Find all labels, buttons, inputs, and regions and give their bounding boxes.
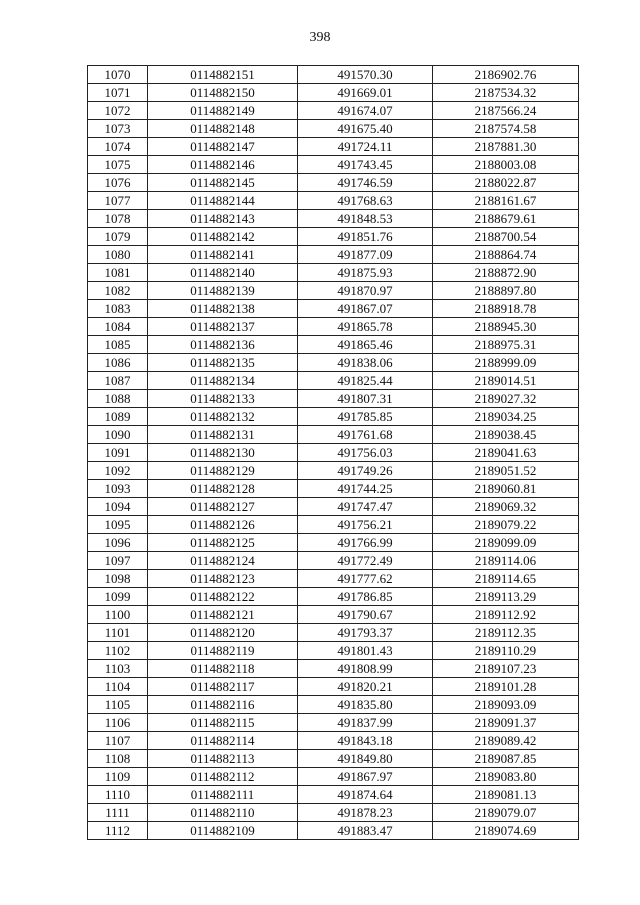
x-coordinate-cell: 491849.80	[298, 750, 433, 768]
x-coordinate-cell: 491570.30	[298, 66, 433, 84]
point-index-cell: 1107	[88, 732, 148, 750]
point-id-cell: 0114882127	[148, 498, 298, 516]
point-id-cell: 0114882143	[148, 210, 298, 228]
point-index-cell: 1097	[88, 552, 148, 570]
y-coordinate-cell: 2189113.29	[433, 588, 579, 606]
point-index-cell: 1111	[88, 804, 148, 822]
x-coordinate-cell: 491761.68	[298, 426, 433, 444]
point-id-cell: 0114882122	[148, 588, 298, 606]
point-id-cell: 0114882109	[148, 822, 298, 840]
point-index-cell: 1076	[88, 174, 148, 192]
x-coordinate-cell: 491768.63	[298, 192, 433, 210]
point-id-cell: 0114882121	[148, 606, 298, 624]
point-id-cell: 0114882120	[148, 624, 298, 642]
point-id-cell: 0114882150	[148, 84, 298, 102]
point-id-cell: 0114882112	[148, 768, 298, 786]
table-row	[88, 678, 579, 696]
point-index-cell: 1093	[88, 480, 148, 498]
x-coordinate-cell: 491747.47	[298, 498, 433, 516]
point-index-cell: 1101	[88, 624, 148, 642]
point-id-cell: 0114882113	[148, 750, 298, 768]
table-row	[88, 102, 579, 120]
table-row	[88, 768, 579, 786]
point-id-cell: 0114882145	[148, 174, 298, 192]
point-index-cell: 1102	[88, 642, 148, 660]
x-coordinate-cell: 491749.26	[298, 462, 433, 480]
point-index-cell: 1074	[88, 138, 148, 156]
x-coordinate-cell: 491875.93	[298, 264, 433, 282]
table-row	[88, 750, 579, 768]
y-coordinate-cell: 2189034.25	[433, 408, 579, 426]
table-row	[88, 138, 579, 156]
x-coordinate-cell: 491870.97	[298, 282, 433, 300]
point-id-cell: 0114882114	[148, 732, 298, 750]
table-row	[88, 336, 579, 354]
x-coordinate-cell: 491878.23	[298, 804, 433, 822]
point-id-cell: 0114882119	[148, 642, 298, 660]
table-row	[88, 498, 579, 516]
point-id-cell: 0114882131	[148, 426, 298, 444]
point-index-cell: 1072	[88, 102, 148, 120]
y-coordinate-cell: 2188999.09	[433, 354, 579, 372]
y-coordinate-cell: 2188679.61	[433, 210, 579, 228]
point-id-cell: 0114882129	[148, 462, 298, 480]
point-index-cell: 1094	[88, 498, 148, 516]
table-row	[88, 282, 579, 300]
point-index-cell: 1081	[88, 264, 148, 282]
point-id-cell: 0114882144	[148, 192, 298, 210]
y-coordinate-cell: 2188700.54	[433, 228, 579, 246]
point-index-cell: 1091	[88, 444, 148, 462]
x-coordinate-cell: 491838.06	[298, 354, 433, 372]
y-coordinate-cell: 2189101.28	[433, 678, 579, 696]
y-coordinate-cell: 2189038.45	[433, 426, 579, 444]
table-row	[88, 516, 579, 534]
point-index-cell: 1089	[88, 408, 148, 426]
y-coordinate-cell: 2188161.67	[433, 192, 579, 210]
table-row	[88, 570, 579, 588]
y-coordinate-cell: 2189081.13	[433, 786, 579, 804]
point-index-cell: 1105	[88, 696, 148, 714]
point-index-cell: 1098	[88, 570, 148, 588]
y-coordinate-cell: 2189114.65	[433, 570, 579, 588]
x-coordinate-cell: 491843.18	[298, 732, 433, 750]
table-row	[88, 66, 579, 84]
table-row	[88, 246, 579, 264]
point-index-cell: 1104	[88, 678, 148, 696]
point-id-cell: 0114882140	[148, 264, 298, 282]
y-coordinate-cell: 2186902.76	[433, 66, 579, 84]
page-number: 398	[309, 30, 331, 45]
x-coordinate-cell: 491867.07	[298, 300, 433, 318]
point-index-cell: 1075	[88, 156, 148, 174]
table-row	[88, 462, 579, 480]
x-coordinate-cell: 491867.97	[298, 768, 433, 786]
x-coordinate-cell: 491820.21	[298, 678, 433, 696]
y-coordinate-cell: 2189087.85	[433, 750, 579, 768]
table-row	[88, 660, 579, 678]
table-row	[88, 408, 579, 426]
point-id-cell: 0114882135	[148, 354, 298, 372]
y-coordinate-cell: 2188975.31	[433, 336, 579, 354]
point-id-cell: 0114882138	[148, 300, 298, 318]
x-coordinate-cell: 491777.62	[298, 570, 433, 588]
x-coordinate-cell: 491756.03	[298, 444, 433, 462]
y-coordinate-cell: 2189107.23	[433, 660, 579, 678]
point-index-cell: 1112	[88, 822, 148, 840]
point-id-cell: 0114882139	[148, 282, 298, 300]
coordinates-table	[87, 65, 579, 840]
table-row	[88, 714, 579, 732]
point-index-cell: 1092	[88, 462, 148, 480]
x-coordinate-cell: 491877.09	[298, 246, 433, 264]
point-index-cell: 1071	[88, 84, 148, 102]
x-coordinate-cell: 491825.44	[298, 372, 433, 390]
y-coordinate-cell: 2188918.78	[433, 300, 579, 318]
point-id-cell: 0114882132	[148, 408, 298, 426]
y-coordinate-cell: 2187881.30	[433, 138, 579, 156]
point-id-cell: 0114882111	[148, 786, 298, 804]
y-coordinate-cell: 2189089.42	[433, 732, 579, 750]
table-row	[88, 444, 579, 462]
point-index-cell: 1090	[88, 426, 148, 444]
y-coordinate-cell: 2189114.06	[433, 552, 579, 570]
point-id-cell: 0114882142	[148, 228, 298, 246]
x-coordinate-cell: 491772.49	[298, 552, 433, 570]
x-coordinate-cell: 491848.53	[298, 210, 433, 228]
y-coordinate-cell: 2188003.08	[433, 156, 579, 174]
y-coordinate-cell: 2189069.32	[433, 498, 579, 516]
point-id-cell: 0114882148	[148, 120, 298, 138]
x-coordinate-cell: 491807.31	[298, 390, 433, 408]
table-row	[88, 210, 579, 228]
point-id-cell: 0114882141	[148, 246, 298, 264]
table-row	[88, 228, 579, 246]
table-row	[88, 390, 579, 408]
y-coordinate-cell: 2187574.58	[433, 120, 579, 138]
y-coordinate-cell: 2189093.09	[433, 696, 579, 714]
table-row	[88, 552, 579, 570]
x-coordinate-cell: 491801.43	[298, 642, 433, 660]
x-coordinate-cell: 491790.67	[298, 606, 433, 624]
x-coordinate-cell: 491675.40	[298, 120, 433, 138]
point-index-cell: 1085	[88, 336, 148, 354]
y-coordinate-cell: 2188945.30	[433, 318, 579, 336]
point-index-cell: 1088	[88, 390, 148, 408]
table-row	[88, 588, 579, 606]
table-row	[88, 624, 579, 642]
table-row	[88, 84, 579, 102]
table-row	[88, 804, 579, 822]
y-coordinate-cell: 2188864.74	[433, 246, 579, 264]
x-coordinate-cell: 491786.85	[298, 588, 433, 606]
table-row	[88, 426, 579, 444]
point-id-cell: 0114882146	[148, 156, 298, 174]
point-index-cell: 1096	[88, 534, 148, 552]
table-row	[88, 822, 579, 840]
table-row	[88, 318, 579, 336]
table-row	[88, 192, 579, 210]
point-id-cell: 0114882134	[148, 372, 298, 390]
point-index-cell: 1078	[88, 210, 148, 228]
point-index-cell: 1079	[88, 228, 148, 246]
y-coordinate-cell: 2189014.51	[433, 372, 579, 390]
table-row	[88, 732, 579, 750]
point-index-cell: 1109	[88, 768, 148, 786]
x-coordinate-cell: 491865.78	[298, 318, 433, 336]
x-coordinate-cell: 491793.37	[298, 624, 433, 642]
y-coordinate-cell: 2189099.09	[433, 534, 579, 552]
point-index-cell: 1084	[88, 318, 148, 336]
y-coordinate-cell: 2189110.29	[433, 642, 579, 660]
point-id-cell: 0114882125	[148, 534, 298, 552]
table-row	[88, 534, 579, 552]
table-row	[88, 264, 579, 282]
point-id-cell: 0114882116	[148, 696, 298, 714]
x-coordinate-cell: 491835.80	[298, 696, 433, 714]
y-coordinate-cell: 2189079.22	[433, 516, 579, 534]
table-row	[88, 696, 579, 714]
y-coordinate-cell: 2189051.52	[433, 462, 579, 480]
point-id-cell: 0114882133	[148, 390, 298, 408]
point-id-cell: 0114882126	[148, 516, 298, 534]
x-coordinate-cell: 491808.99	[298, 660, 433, 678]
table-row	[88, 606, 579, 624]
point-index-cell: 1080	[88, 246, 148, 264]
x-coordinate-cell: 491724.11	[298, 138, 433, 156]
point-index-cell: 1082	[88, 282, 148, 300]
y-coordinate-cell: 2188872.90	[433, 264, 579, 282]
x-coordinate-cell: 491851.76	[298, 228, 433, 246]
table-row	[88, 480, 579, 498]
table-row	[88, 786, 579, 804]
x-coordinate-cell: 491744.25	[298, 480, 433, 498]
x-coordinate-cell: 491785.85	[298, 408, 433, 426]
point-id-cell: 0114882136	[148, 336, 298, 354]
table-row	[88, 354, 579, 372]
point-id-cell: 0114882147	[148, 138, 298, 156]
point-id-cell: 0114882124	[148, 552, 298, 570]
table-row	[88, 120, 579, 138]
point-index-cell: 1108	[88, 750, 148, 768]
point-id-cell: 0114882137	[148, 318, 298, 336]
table-row	[88, 372, 579, 390]
point-index-cell: 1083	[88, 300, 148, 318]
x-coordinate-cell: 491865.46	[298, 336, 433, 354]
point-index-cell: 1103	[88, 660, 148, 678]
point-id-cell: 0114882115	[148, 714, 298, 732]
y-coordinate-cell: 2189041.63	[433, 444, 579, 462]
y-coordinate-cell: 2189112.35	[433, 624, 579, 642]
y-coordinate-cell: 2189079.07	[433, 804, 579, 822]
y-coordinate-cell: 2188897.80	[433, 282, 579, 300]
point-id-cell: 0114882151	[148, 66, 298, 84]
x-coordinate-cell: 491669.01	[298, 84, 433, 102]
y-coordinate-cell: 2189112.92	[433, 606, 579, 624]
x-coordinate-cell: 491874.64	[298, 786, 433, 804]
table-row	[88, 156, 579, 174]
y-coordinate-cell: 2187534.32	[433, 84, 579, 102]
point-id-cell: 0114882123	[148, 570, 298, 588]
x-coordinate-cell: 491756.21	[298, 516, 433, 534]
point-id-cell: 0114882118	[148, 660, 298, 678]
point-index-cell: 1099	[88, 588, 148, 606]
point-index-cell: 1110	[88, 786, 148, 804]
point-index-cell: 1086	[88, 354, 148, 372]
point-id-cell: 0114882117	[148, 678, 298, 696]
x-coordinate-cell: 491883.47	[298, 822, 433, 840]
point-id-cell: 0114882110	[148, 804, 298, 822]
y-coordinate-cell: 2189083.80	[433, 768, 579, 786]
point-index-cell: 1106	[88, 714, 148, 732]
point-index-cell: 1100	[88, 606, 148, 624]
point-id-cell: 0114882149	[148, 102, 298, 120]
x-coordinate-cell: 491837.99	[298, 714, 433, 732]
y-coordinate-cell: 2189060.81	[433, 480, 579, 498]
point-index-cell: 1073	[88, 120, 148, 138]
table-row	[88, 300, 579, 318]
point-id-cell: 0114882128	[148, 480, 298, 498]
x-coordinate-cell: 491674.07	[298, 102, 433, 120]
y-coordinate-cell: 2189027.32	[433, 390, 579, 408]
point-index-cell: 1077	[88, 192, 148, 210]
table-row	[88, 642, 579, 660]
table-row	[88, 174, 579, 192]
x-coordinate-cell: 491746.59	[298, 174, 433, 192]
table-body	[88, 66, 579, 840]
point-index-cell: 1087	[88, 372, 148, 390]
point-id-cell: 0114882130	[148, 444, 298, 462]
x-coordinate-cell: 491766.99	[298, 534, 433, 552]
point-index-cell: 1070	[88, 66, 148, 84]
y-coordinate-cell: 2189091.37	[433, 714, 579, 732]
y-coordinate-cell: 2187566.24	[433, 102, 579, 120]
y-coordinate-cell: 2188022.87	[433, 174, 579, 192]
x-coordinate-cell: 491743.45	[298, 156, 433, 174]
point-index-cell: 1095	[88, 516, 148, 534]
y-coordinate-cell: 2189074.69	[433, 822, 579, 840]
